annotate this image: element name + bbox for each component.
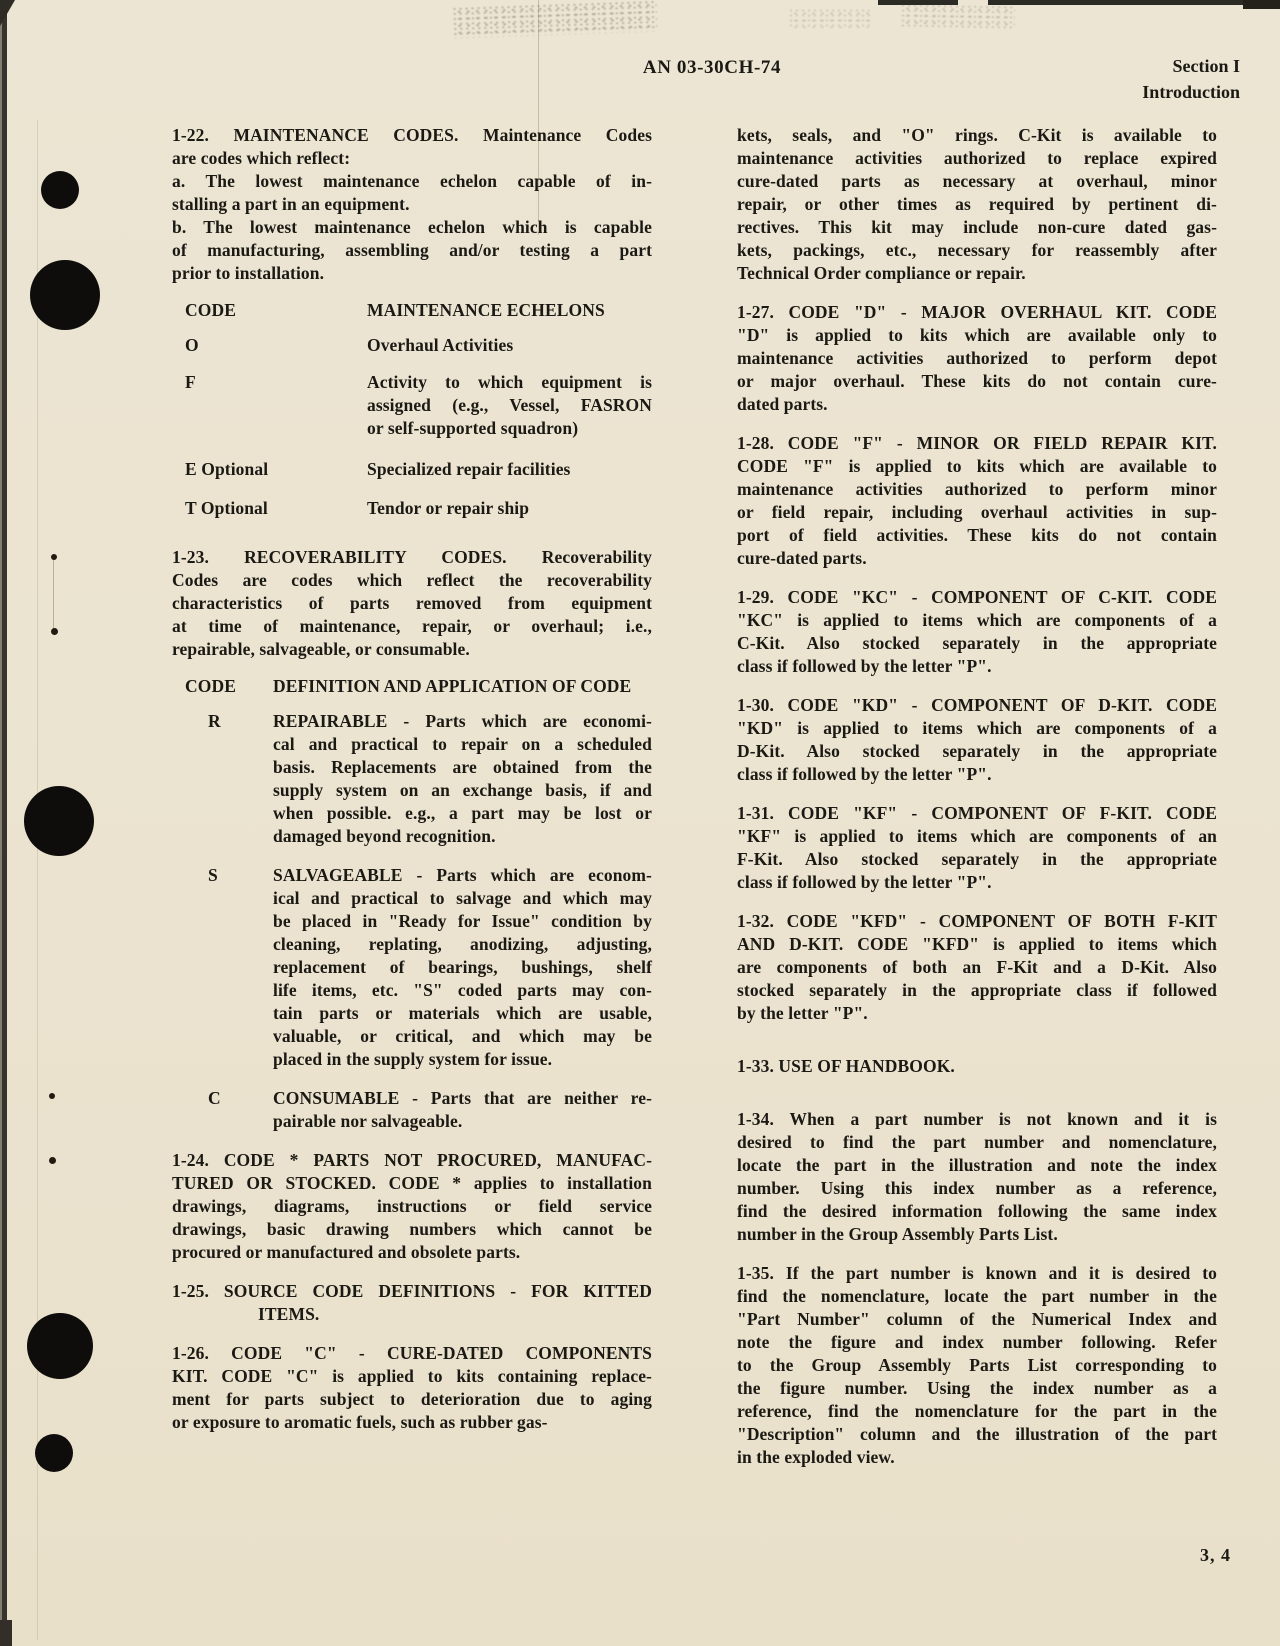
- table-header-row: [172, 299, 652, 322]
- para-1-22: [172, 124, 652, 285]
- text-group: [737, 694, 1217, 786]
- text-line: or major overhaul. These kits do not contain cure-: [737, 371, 1217, 391]
- text-group: [273, 1087, 652, 1133]
- text-line: AND D-KIT. CODE "KFD" is applied to items which: [737, 934, 1217, 954]
- code-cell: S: [208, 865, 218, 885]
- text-line: prior to installation.: [172, 263, 325, 283]
- text-line: a. The lowest maintenance echelon capable of in-: [172, 171, 652, 191]
- table-row: [172, 710, 652, 848]
- table-header-row: [172, 675, 652, 698]
- text-line: 1-23. RECOVERABILITY CODES. Recoverability: [172, 547, 652, 567]
- right-column: [737, 124, 1217, 1469]
- text-line: 1-24. CODE * PARTS NOT PROCURED, MANUFAC-: [172, 1150, 652, 1170]
- code-cell: F: [185, 372, 196, 392]
- text-line: Codes are codes which reflect the recoverability: [172, 570, 652, 590]
- table-row: [172, 334, 652, 357]
- table-row: [172, 497, 652, 520]
- para-1-34: [737, 1108, 1217, 1246]
- text-line: class if followed by the letter "P".: [737, 872, 992, 892]
- table-row: [172, 1087, 652, 1133]
- text-line: basis. Replacements are obtained from the: [273, 757, 652, 777]
- text-group: [172, 216, 652, 285]
- text-group: [367, 371, 652, 440]
- para-continuation: [737, 124, 1217, 285]
- text-group: [172, 170, 652, 216]
- text-line: maintenance activities authorized to perform minor: [737, 479, 1217, 499]
- text-line: cal and practical to repair on a scheduled: [273, 734, 652, 754]
- text-group: [737, 910, 1217, 1025]
- recoverability-definition-table: [172, 675, 652, 1133]
- text-line: port of field activities. These kits do not contain: [737, 525, 1217, 545]
- text-line: 1-25. SOURCE CODE DEFINITIONS - FOR KITTED: [172, 1281, 652, 1301]
- text-line: SALVAGEABLE - Parts which are econom-: [273, 865, 652, 885]
- scan-edge-top: [988, 0, 1280, 5]
- text-line: repair, or other times as required by pertinent di-: [737, 194, 1217, 214]
- text-line: "Part Number" column of the Numerical Index and: [737, 1309, 1217, 1329]
- text-line: 1-30. CODE "KD" - COMPONENT OF D-KIT. CODE: [737, 695, 1217, 715]
- text-line: 1-35. If the part number is known and it is desired to: [737, 1263, 1217, 1283]
- maintenance-echelon-table: [172, 299, 652, 520]
- ink-speck: [51, 554, 57, 560]
- text-line: cure-dated parts as necessary at overhaul, minor: [737, 171, 1217, 191]
- text-line: F-Kit. Also stocked separately in the appropriate: [737, 849, 1217, 869]
- doc-number: AN 03-30CH-74: [642, 57, 782, 78]
- text-line: find the desired information following the same index: [737, 1201, 1217, 1221]
- text-group: [737, 124, 1217, 285]
- text-group: [367, 497, 652, 520]
- echelon-cell: [367, 334, 652, 357]
- text-line: "Description" column and the illustration of the part: [737, 1424, 1217, 1444]
- text-line: are components of both an F-Kit and a D-Kit. Also: [737, 957, 1217, 977]
- text-line: 1-26. CODE "C" - CURE-DATED COMPONENTS: [172, 1343, 652, 1363]
- text-group: [172, 546, 652, 661]
- scan-corner-top-left: [0, 0, 15, 26]
- text-line: Specialized repair facilities: [367, 459, 571, 479]
- left-column: [172, 124, 652, 1434]
- text-line: 1-29. CODE "KC" - COMPONENT OF C-KIT. CODE: [737, 587, 1217, 607]
- text-group: [737, 1055, 1217, 1078]
- text-line: valuable, or critical, and which may be: [273, 1026, 652, 1046]
- text-line: b. The lowest maintenance echelon which is capable: [172, 217, 652, 237]
- text-group: [737, 802, 1217, 894]
- text-group: [172, 1280, 652, 1326]
- text-line: supply system on an exchange basis, if and: [273, 780, 652, 800]
- text-group: [737, 1108, 1217, 1246]
- text-line: class if followed by the letter "P".: [737, 764, 992, 784]
- table-row: [172, 458, 652, 481]
- text-line: "KF" is applied to items which are components of an: [737, 826, 1217, 846]
- echelon-cell: [367, 497, 652, 520]
- scan-corner-bottom-left: [0, 1620, 12, 1646]
- para-1-31: [737, 802, 1217, 894]
- binder-hole-small: [35, 1434, 73, 1472]
- text-line: when possible. e.g., a part may be lost or: [273, 803, 652, 823]
- table-row: [172, 371, 652, 440]
- text-line: kets, packings, etc., necessary for reassembly after: [737, 240, 1217, 260]
- ink-speck: [51, 628, 58, 635]
- section-subtitle: Introduction: [1142, 82, 1240, 102]
- text-line: drawings, basic drawing numbers which cannot be: [172, 1219, 652, 1239]
- text-group: [273, 710, 652, 848]
- scan-edge-left-sliver: [0, 0, 2, 1646]
- binder-hole-large: [30, 260, 100, 330]
- text-line: stocked separately in the appropriate class if followed: [737, 980, 1217, 1000]
- para-1-23: [172, 546, 652, 661]
- text-line: 1-22. MAINTENANCE CODES. Maintenance Codes: [172, 125, 652, 145]
- text-line: at time of maintenance, repair, or overhaul; i.e.,: [172, 616, 652, 636]
- text-line: assigned (e.g., Vessel, FASRON: [367, 395, 652, 415]
- text-line: 1-33. USE OF HANDBOOK.: [737, 1056, 955, 1076]
- text-line: kets, seals, and "O" rings. C-Kit is available to: [737, 125, 1217, 145]
- text-line: or exposure to aromatic fuels, such as rubber gas-: [172, 1412, 548, 1432]
- text-line: pairable nor salvageable.: [273, 1111, 463, 1131]
- section-header: [1142, 53, 1240, 105]
- text-line: REPAIRABLE - Parts which are economi-: [273, 711, 652, 731]
- text-group: [172, 1342, 652, 1434]
- text-line: procured or manufactured and obsolete parts.: [172, 1242, 521, 1262]
- para-1-30: [737, 694, 1217, 786]
- para-1-29: [737, 586, 1217, 678]
- text-line: locate the part in the illustration and note the index: [737, 1155, 1217, 1175]
- text-line: in the exploded view.: [737, 1447, 895, 1467]
- text-line: "D" is applied to kits which are available only to: [737, 325, 1217, 345]
- binder-hole-large: [27, 1313, 93, 1379]
- text-line: damaged beyond recognition.: [273, 826, 496, 846]
- text-line: "KD" is applied to items which are components of a: [737, 718, 1217, 738]
- para-1-32: [737, 910, 1217, 1025]
- text-line: find the nomenclature, locate the part number in the: [737, 1286, 1217, 1306]
- text-line: to the Group Assembly Parts List corresponding to: [737, 1355, 1217, 1375]
- text-line: or self-supported squadron): [367, 418, 579, 438]
- text-line: stalling a part in an equipment.: [172, 194, 410, 214]
- text-line: placed in the supply system for issue.: [273, 1049, 553, 1069]
- para-1-35: [737, 1262, 1217, 1469]
- text-group: [367, 334, 652, 357]
- text-group: [737, 1262, 1217, 1469]
- code-cell: O: [185, 335, 199, 355]
- column-header-code: CODE: [185, 300, 236, 320]
- text-line: replacement of bearings, bushings, shelf: [273, 957, 652, 977]
- definition-cell: [273, 1087, 652, 1133]
- text-line: drawings, diagrams, instructions or field service: [172, 1196, 652, 1216]
- text-line: are codes which reflect:: [172, 148, 351, 168]
- text-line: rectives. This kit may include non-cure dated gas-: [737, 217, 1217, 237]
- definition-cell: [273, 710, 652, 848]
- para-1-26: [172, 1342, 652, 1434]
- text-line: C-Kit. Also stocked separately in the appropriate: [737, 633, 1217, 653]
- scan-edge-top-corner: [1243, 0, 1280, 9]
- para-1-24: [172, 1149, 652, 1264]
- section-title: Section I: [1172, 56, 1240, 76]
- text-group: [172, 124, 652, 170]
- text-line: number. Using this index number as a reference,: [737, 1178, 1217, 1198]
- stamp-smudge: [788, 8, 870, 28]
- ink-speck: [49, 1157, 56, 1164]
- text-line: number in the Group Assembly Parts List.: [737, 1224, 1058, 1244]
- text-line: Tendor or repair ship: [367, 498, 530, 518]
- para-1-27: [737, 301, 1217, 416]
- text-line: life items, etc. "S" coded parts may con-: [273, 980, 652, 1000]
- text-line: the figure number. Using the index number as a: [737, 1378, 1217, 1398]
- text-group: [737, 301, 1217, 416]
- echelon-cell: [367, 458, 652, 481]
- paper-scratch: [53, 557, 54, 633]
- definition-cell: [273, 864, 652, 1071]
- text-line: maintenance activities authorized to perform depot: [737, 348, 1217, 368]
- text-line: CONSUMABLE - Parts that are neither re-: [273, 1088, 652, 1108]
- text-line: dated parts.: [737, 394, 828, 414]
- text-line: 1-31. CODE "KF" - COMPONENT OF F-KIT. CODE: [737, 803, 1217, 823]
- heading-1-25: [172, 1280, 652, 1326]
- code-cell: R: [208, 711, 221, 731]
- stamp-smudge: [900, 3, 1015, 29]
- paper-crease: [37, 120, 38, 1640]
- text-line: ical and practical to salvage and which may: [273, 888, 652, 908]
- column-header-code: CODE: [185, 676, 236, 696]
- text-line: Overhaul Activities: [367, 335, 514, 355]
- text-line: 1-28. CODE "F" - MINOR OR FIELD REPAIR KIT.: [737, 433, 1217, 453]
- binder-hole-large: [24, 786, 94, 856]
- text-group: [273, 864, 652, 1071]
- text-line: TURED OR STOCKED. CODE * applies to installation: [172, 1173, 652, 1193]
- text-line: maintenance activities authorized to replace expired: [737, 148, 1217, 168]
- text-line: ITEMS.: [258, 1304, 320, 1324]
- text-line: or field repair, including overhaul activities in sup-: [737, 502, 1217, 522]
- text-line: tain parts or materials which are usable,: [273, 1003, 652, 1023]
- text-group: [172, 1149, 652, 1264]
- text-line: note the figure and index number following. Refer: [737, 1332, 1217, 1352]
- text-line: reference, find the nomenclature for the part in the: [737, 1401, 1217, 1421]
- text-line: of manufacturing, assembling and/or testing a part: [172, 240, 652, 260]
- column-header-echelons: MAINTENANCE ECHELONS: [367, 300, 605, 320]
- para-1-28: [737, 432, 1217, 570]
- text-line: 1-27. CODE "D" - MAJOR OVERHAUL KIT. CODE: [737, 302, 1217, 322]
- text-group: [737, 586, 1217, 678]
- text-line: by the letter "P".: [737, 1003, 868, 1023]
- table-row: [172, 864, 652, 1071]
- text-line: 1-34. When a part number is not known and it is: [737, 1109, 1217, 1129]
- column-header-definition: DEFINITION AND APPLICATION OF CODE: [273, 676, 632, 696]
- text-line: be placed in "Ready for Issue" condition by: [273, 911, 652, 931]
- text-line: repairable, salvageable, or consumable.: [172, 639, 470, 659]
- text-line: KIT. CODE "C" is applied to kits containing replace-: [172, 1366, 652, 1386]
- text-line: ment for parts subject to deterioration due to aging: [172, 1389, 652, 1409]
- code-cell: T Optional: [185, 498, 268, 518]
- text-line: cure-dated parts.: [737, 548, 867, 568]
- text-group: [737, 432, 1217, 570]
- text-line: Technical Order compliance or repair.: [737, 263, 1026, 283]
- text-line: D-Kit. Also stocked separately in the appropriate: [737, 741, 1217, 761]
- text-line: Activity to which equipment is: [367, 372, 652, 392]
- text-line: desired to find the part number and nomenclature,: [737, 1132, 1217, 1152]
- text-line: "KC" is applied to items which are components of a: [737, 610, 1217, 630]
- stamp-smudge: [452, 0, 658, 39]
- code-cell: C: [208, 1088, 221, 1108]
- heading-1-33: [737, 1055, 1217, 1078]
- text-line: cleaning, replating, anodizing, adjusting,: [273, 934, 652, 954]
- text-line: CODE "F" is applied to kits which are available to: [737, 456, 1217, 476]
- ink-speck: [49, 1093, 55, 1099]
- echelon-cell: [367, 371, 652, 440]
- text-group: [367, 458, 652, 481]
- binder-hole-small: [41, 171, 79, 209]
- text-line: 1-32. CODE "KFD" - COMPONENT OF BOTH F-KIT: [737, 911, 1217, 931]
- code-cell: E Optional: [185, 459, 269, 479]
- page-number: 3, 4: [1200, 1545, 1231, 1565]
- text-line: class if followed by the letter "P".: [737, 656, 992, 676]
- text-line: characteristics of parts removed from equipment: [172, 593, 652, 613]
